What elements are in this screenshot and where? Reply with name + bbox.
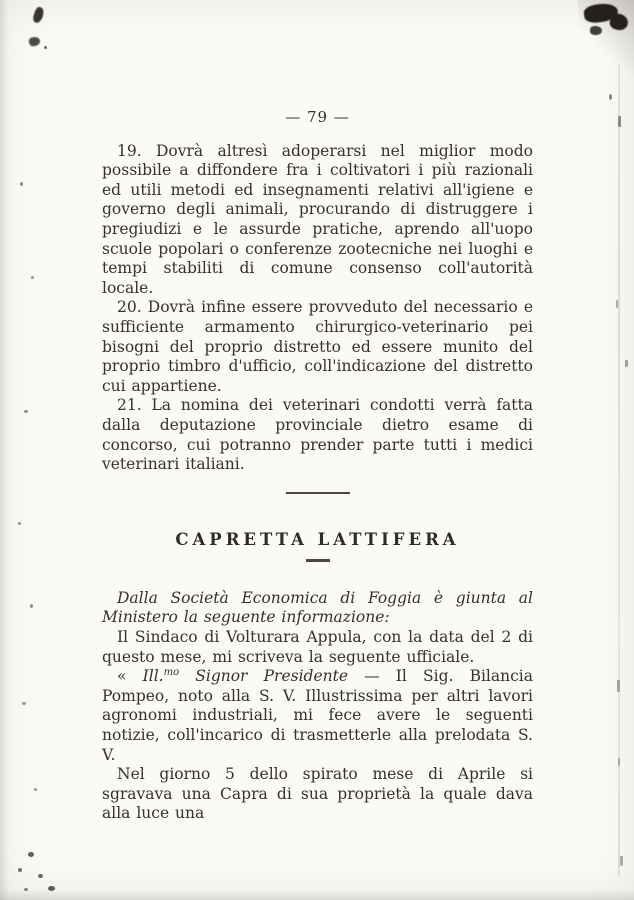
opening-guillemet: « — [117, 667, 143, 686]
scan-edge-tick — [618, 116, 621, 127]
scan-speck — [18, 868, 22, 872]
salutation-dash: — — [348, 667, 396, 686]
salutation-abbrev: Ill. — [142, 667, 164, 686]
scan-edge-shade-bottom — [0, 889, 634, 900]
paragraph-birth: Nel giorno 5 dello spirato mese di Aprile si sgravava una Capra di sua proprietà la quale dava alla luce una — [102, 765, 533, 823]
scan-edge-tick — [616, 300, 618, 308]
salutation-superscript: mo — [163, 667, 180, 678]
section-divider — [286, 492, 350, 494]
page-text-column — [102, 108, 533, 824]
scan-speck — [30, 604, 33, 608]
scan-artifact — [590, 26, 602, 35]
paragraph-20: 20. Dovrà infine essere provveduto del necessario e sufficiente armamento chirurgico-veterinario pei bisogni del proprio distretto ed essere munito del proprio timbro d'ufficio, coll'indicazione del distretto cui appartiene. — [102, 298, 533, 395]
scan-speck — [20, 182, 23, 186]
paragraph-letter-opening — [102, 667, 533, 765]
letter-salutation — [143, 667, 348, 685]
scan-artifact — [28, 36, 41, 47]
scan-speck — [44, 46, 47, 49]
scan-speck — [38, 874, 43, 878]
scan-page-edge-line — [618, 64, 620, 876]
scan-speck — [48, 886, 55, 891]
section-title: CAPRETTA LATTIFERA — [175, 529, 460, 549]
scan-speck — [22, 702, 26, 705]
section-title-dash — [306, 559, 330, 562]
scan-edge-tick — [620, 856, 623, 866]
scan-artifact — [32, 6, 46, 24]
scan-speck — [31, 276, 34, 279]
scan-speck — [609, 94, 612, 100]
scan-edge-tick — [618, 758, 620, 766]
paragraph-21: 21. La nomina dei veterinari condotti verrà fatta dalla deputazione provinciale dietro esame di concorso, cui potranno prender parte tutti i medici veterinari italiani. — [102, 396, 533, 474]
scan-speck — [34, 788, 37, 791]
salutation-rest: Signor Presidente — [179, 667, 349, 686]
paragraph-19: 19. Dovrà altresì adoperarsi nel miglior modo possibile a diffondere fra i coltivatori i più razionali ed utili metodi ed insegnamenti relativi all'igiene e governo degli animali, procurando di distruggere i pregiudizi e le assurde pratiche, aprendo all'uopo scuole popolari o conferenze zootecniche nei luoghi e tempi stabiliti di comune consenso coll'autorità locale. — [102, 141, 533, 297]
scan-speck — [28, 852, 34, 857]
section-lede: Dalla Società Economica di Foggia è giunta al Ministero la seguente informazione: — [102, 588, 533, 627]
scan-speck — [24, 888, 28, 891]
scan-speck — [18, 522, 21, 525]
scan-edge-tick — [625, 360, 628, 367]
scan-edge-shade-left — [0, 0, 9, 900]
scan-edge-tick — [617, 680, 620, 692]
paragraph-mayor: Il Sindaco di Volturara Appula, con la data del 2 di questo mese, mi scriveva la seguente ufficiale. — [102, 627, 533, 666]
page-number: — 79 — — [285, 108, 350, 126]
letter-body-text: Il Sig. Bilancia Pompeo, noto alla S. V. Illustrissima per altri lavori agronomi industriali, mi fece avere le seguenti notizie, coll'incarico di trasmetterle alla prelodata S. V. — [102, 667, 533, 764]
scan-speck — [24, 410, 28, 413]
